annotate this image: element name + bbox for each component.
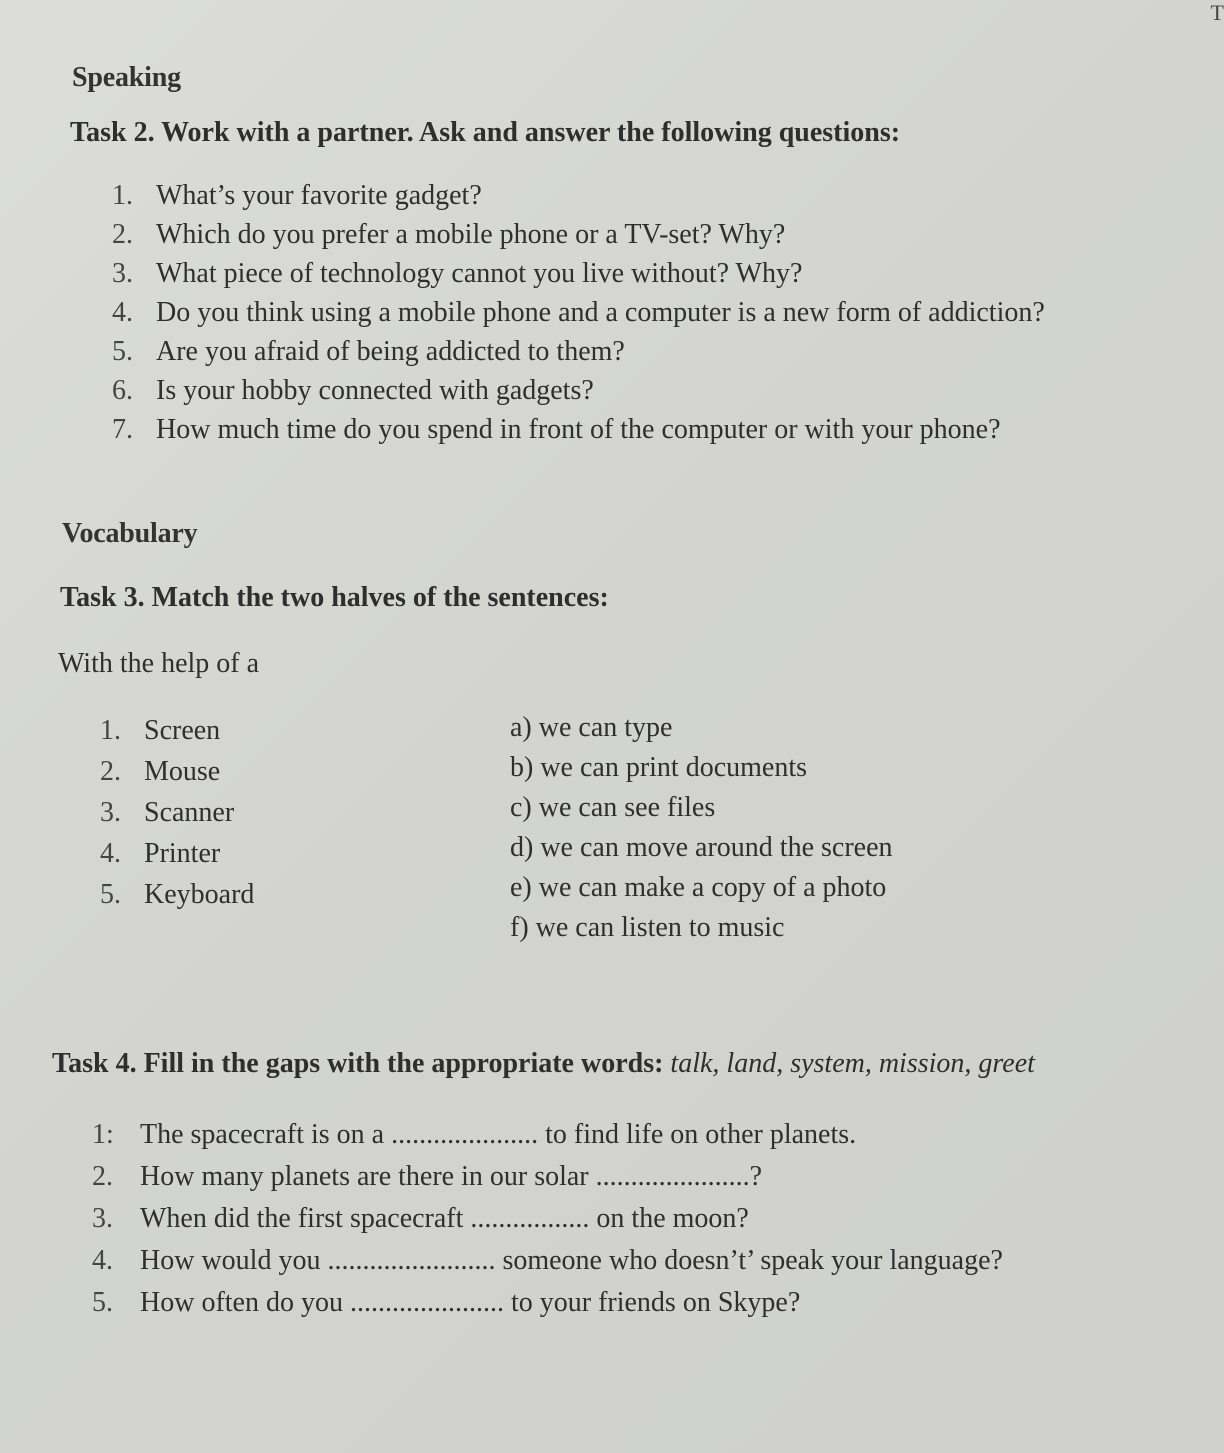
- list-item: 4. Do you think using a mobile phone and a computer is a new form of addiction?: [112, 297, 1045, 328]
- list-item: f) we can listen to music: [510, 912, 785, 943]
- list-item: 4. Printer: [100, 838, 221, 869]
- list-item: 4. How would you ........................ someone who doesn’t’ speak your language?: [92, 1245, 1003, 1276]
- list-item: 2. Which do you prefer a mobile phone or a TV-set? Why?: [112, 219, 786, 250]
- speaking-heading: Speaking: [72, 62, 181, 93]
- list-item: 1: The spacecraft is on a ..................... to find life on other planets.: [92, 1119, 857, 1150]
- list-item: 6. Is your hobby connected with gadgets?: [112, 375, 594, 406]
- corner-mark: T: [1210, 0, 1224, 25]
- task3-title: Task 3. Match the two halves of the sentences:: [60, 582, 609, 613]
- task3-left-column: [100, 710, 254, 915]
- list-item: 3. When did the first spacecraft ................. on the moon?: [92, 1203, 749, 1234]
- task2-question-list: [112, 176, 1045, 449]
- task4-title-text: Task 4. Fill in the gaps with the appropriate words:: [52, 1048, 671, 1079]
- task4-word-bank: talk, land, system, mission, greet: [670, 1048, 1035, 1079]
- task3-right-column: [510, 708, 893, 948]
- list-item: 1. What’s your favorite gadget?: [112, 180, 482, 211]
- list-item: a) we can type: [510, 712, 673, 743]
- list-item: d) we can move around the screen: [510, 832, 893, 863]
- list-item: e) we can make a copy of a photo: [510, 872, 887, 903]
- list-item: 3. What piece of technology cannot you live without? Why?: [112, 258, 803, 289]
- list-item: 5. Are you afraid of being addicted to them?: [112, 336, 625, 367]
- task4-title: [52, 1048, 1035, 1080]
- list-item: b) we can print documents: [510, 752, 808, 783]
- list-item: c) we can see files: [510, 792, 716, 823]
- task2-title: Task 2. Work with a partner. Ask and answer the following questions:: [70, 117, 901, 148]
- list-item: 5. How often do you ...................... to your friends on Skype?: [92, 1287, 801, 1318]
- vocabulary-heading: Vocabulary: [62, 518, 198, 549]
- task4-sentence-list: [92, 1114, 1003, 1324]
- list-item: 5. Keyboard: [100, 879, 255, 910]
- list-item: 2. Mouse: [100, 756, 221, 787]
- list-item: 1. Screen: [100, 715, 221, 746]
- task3-intro: With the help of a: [58, 648, 260, 679]
- list-item: 7. How much time do you spend in front of the computer or with your phone?: [112, 414, 1001, 445]
- list-item: 2. How many planets are there in our solar ......................?: [92, 1161, 763, 1192]
- list-item: 3. Scanner: [100, 797, 235, 828]
